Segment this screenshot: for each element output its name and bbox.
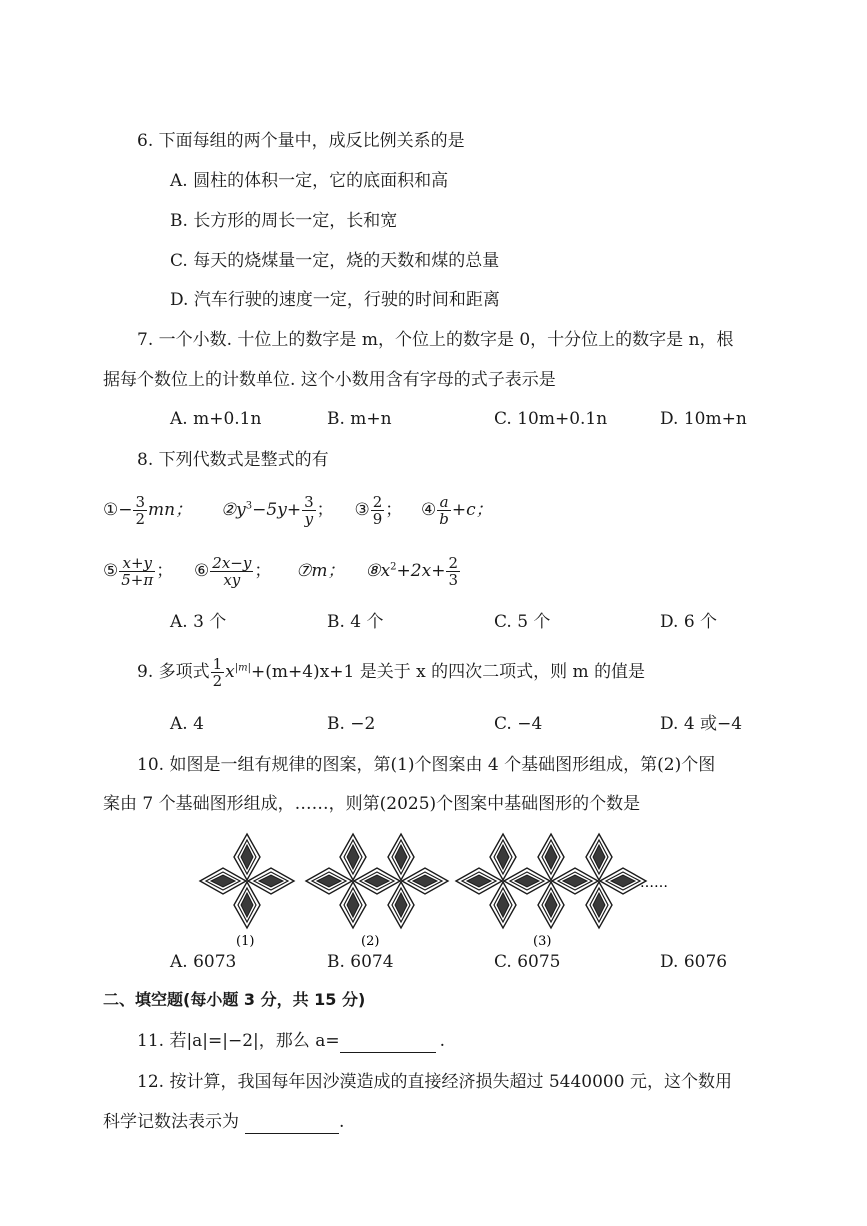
q8-expr-7: ⑦m； xyxy=(296,561,345,581)
section-fill-in-title: 二、填空题(每小题 3 分，共 15 分) xyxy=(103,990,366,1009)
q9-option-d: D. 4 或−4 xyxy=(660,714,743,734)
q8-expr-5: ⑤ $\frac{x+y}{5+\pi}$ ； xyxy=(103,554,174,589)
q11: 11. 若|a|=|−2|，那么 a= . xyxy=(137,1031,445,1051)
pattern-ellipsis: …… xyxy=(640,875,668,891)
q8-expr-4: ④ $\frac{a}{b}$ +c； xyxy=(421,493,493,528)
q10-stem-line1: 10. 如图是一组有规律的图案，第(1)个图案由 4 个基础图形组成，第(2)个图 xyxy=(137,755,716,775)
q8-expr-8: $⑧x^2+2x+$ $\frac{2}{3}$ xyxy=(365,554,458,589)
q7-stem-line2: 据每个数位上的计数单位. 这个小数用含有字母的式子表示是 xyxy=(103,370,556,390)
q10-stem-line2: 案由 7 个基础图形组成，……，则第(2025)个图案中基础图形的个数是 xyxy=(103,794,641,814)
q12-answer-blank[interactable] xyxy=(245,1113,339,1134)
pattern-2 xyxy=(306,834,448,928)
q9-option-b: B. −2 xyxy=(327,714,376,734)
q8-expr-2: $②y^3-5y+$ $\frac{3}{y}$ ； xyxy=(220,493,334,528)
q9-stem: 9. 多项式 $\frac{1}{2}$ $x^{|m|}+(m+4)x+1$ 是关于 x 的四次二项式，则 m 的值是 xyxy=(137,655,646,690)
q8-option-c: C. 5 个 xyxy=(494,612,551,632)
q7-option-d: D. 10m+n xyxy=(660,409,747,429)
q12-line1: 12. 按计算，我国每年因沙漠造成的直接经济损失超过 5440000 元，这个数用 xyxy=(137,1072,732,1092)
q10-option-b: B. 6074 xyxy=(327,952,394,972)
q7-option-c: C. 10m+0.1n xyxy=(494,409,608,429)
q11-answer-blank[interactable] xyxy=(340,1032,436,1053)
q6-option-d: D. 汽车行驶的速度一定，行驶的时间和距离 xyxy=(170,290,500,310)
q6-stem: 6. 下面每组的两个量中，成反比例关系的是 xyxy=(137,131,465,151)
q7-option-b: B. m+n xyxy=(327,409,392,429)
q9-option-c: C. −4 xyxy=(494,714,543,734)
q8-expr-row1 xyxy=(103,494,493,530)
q8-expr-1: ①− $\frac{3}{2}$ mn； xyxy=(103,493,193,528)
q8-expr-3: ③ $\frac{2}{9}$ ； xyxy=(354,493,403,528)
q10-option-d: D. 6076 xyxy=(660,952,728,972)
q10-pattern-figure xyxy=(195,830,695,955)
q7-stem-line1: 7. 一个小数. 十位上的数字是 m，个位上的数字是 0，十分位上的数字是 n，根 xyxy=(137,330,734,350)
q8-expr-6: ⑥ $\frac{2x-y}{xy}$ ； xyxy=(194,554,272,589)
pattern-label-3: (3) xyxy=(533,934,552,949)
q8-expr-row2 xyxy=(103,555,461,593)
q6-option-a: A. 圆柱的体积一定，它的底面积和高 xyxy=(170,171,449,191)
q10-option-a: A. 6073 xyxy=(170,952,237,972)
pattern-label-2: (2) xyxy=(361,934,380,949)
q8-option-d: D. 6 个 xyxy=(660,612,718,632)
q12-line2: 科学记数法表示为 . xyxy=(103,1112,345,1132)
q6-option-c: C. 每天的烧煤量一定，烧的天数和煤的总量 xyxy=(170,251,500,271)
q8-option-b: B. 4 个 xyxy=(327,612,384,632)
q7-option-a: A. m+0.1n xyxy=(170,409,262,429)
q9-option-a: A. 4 xyxy=(170,714,204,734)
pattern-label-1: (1) xyxy=(236,934,255,949)
pattern-3 xyxy=(456,834,646,928)
q6-option-b: B. 长方形的周长一定，长和宽 xyxy=(170,211,398,231)
q8-stem: 8. 下列代数式是整式的有 xyxy=(137,450,329,470)
q10-option-c: C. 6075 xyxy=(494,952,561,972)
q8-option-a: A. 3 个 xyxy=(170,612,227,632)
pattern-1 xyxy=(200,834,294,928)
